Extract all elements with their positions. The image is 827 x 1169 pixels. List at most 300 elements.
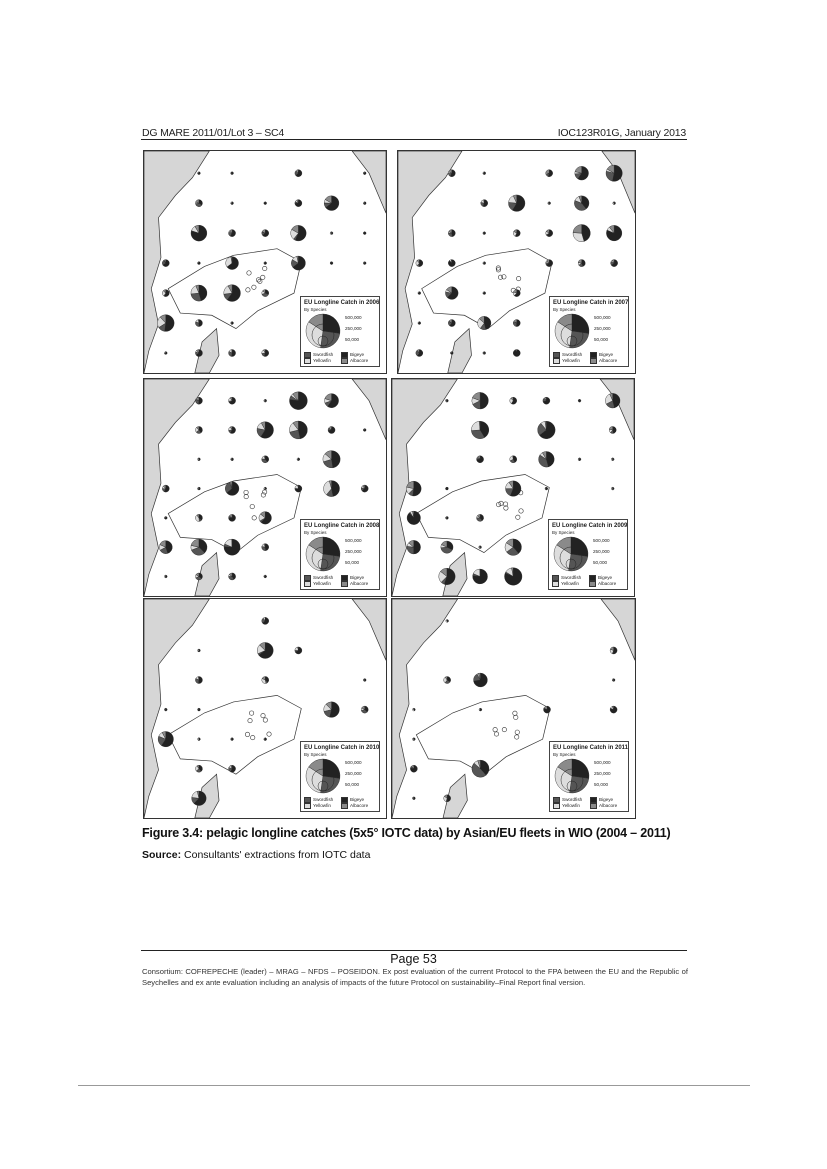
island-marker [502, 727, 506, 731]
island-marker [519, 509, 523, 513]
legend-species-label: Yellowfin [313, 358, 331, 364]
catch-pie [195, 200, 202, 207]
catch-pie [324, 481, 340, 497]
legend-species-item [590, 358, 617, 364]
legend-species-item [553, 358, 580, 364]
catch-pie [264, 399, 267, 402]
catch-pie [231, 738, 234, 741]
legend-swatch [553, 803, 560, 809]
catch-pie [262, 677, 269, 684]
catch-pie [448, 320, 455, 327]
catch-pie [262, 456, 269, 463]
map-legend [548, 519, 628, 590]
source-text: Consultants' extractions from IOTC data [184, 849, 371, 861]
catch-pie [606, 225, 621, 240]
catch-pie [446, 487, 449, 490]
legend-scale-pie [554, 313, 590, 349]
catch-pie [198, 172, 201, 175]
legend-species-item [341, 581, 368, 587]
legend-scale-value: 500,000 [593, 538, 610, 543]
catch-pie [195, 514, 202, 521]
catch-pie [297, 458, 300, 461]
catch-pie [191, 285, 207, 301]
legend-title: EU Longline Catch in 2007 [553, 300, 629, 306]
catch-pie [471, 421, 488, 438]
map-legend [549, 296, 629, 367]
catch-pie [446, 620, 449, 623]
catch-pie [578, 399, 581, 402]
legend-swatch [590, 803, 597, 809]
catch-pie [195, 350, 202, 357]
catch-pie [262, 617, 269, 624]
catch-pie [478, 316, 491, 329]
figure-caption: Figure 3.4: pelagic longline catches (5x5° IOTC data) by Asian/EU fleets in WIO (2004 – 2011) [142, 826, 671, 840]
island-marker [516, 276, 520, 280]
catch-pie [483, 292, 486, 295]
catch-pie [195, 677, 202, 684]
legend-scale-value: 250,000 [345, 549, 362, 554]
catch-pie [264, 202, 267, 205]
catch-pie [363, 679, 366, 682]
catch-pie [262, 544, 269, 551]
land-india [352, 379, 386, 440]
catch-pie [257, 642, 273, 658]
catch-pie [510, 456, 517, 463]
catch-pie [446, 516, 449, 519]
catch-pie [328, 426, 335, 433]
catch-pie [325, 394, 339, 408]
island-marker [513, 711, 517, 715]
legend-title: EU Longline Catch in 2009 [552, 523, 628, 529]
catch-pie [198, 262, 201, 265]
legend-scale-value: 50,000 [345, 560, 360, 565]
catch-pie [224, 539, 240, 555]
legend-species-label: Swordfish [561, 575, 582, 581]
catch-pie [264, 487, 267, 490]
catch-pie [295, 485, 302, 492]
island-marker [263, 718, 267, 722]
island-marker [248, 718, 252, 722]
legend-pie [306, 759, 340, 793]
legend-swatch [553, 358, 560, 364]
map-panel-2010 [143, 598, 387, 819]
catch-pie [513, 230, 520, 237]
island-marker [515, 735, 519, 739]
catch-pie [448, 230, 455, 237]
figure-source [142, 849, 370, 861]
catch-pie [477, 456, 484, 463]
map-panel-2009 [391, 378, 635, 597]
catch-pie [513, 290, 520, 297]
island-marker [516, 515, 520, 519]
legend-swatch [341, 581, 348, 587]
legend-species-label: Yellowfin [313, 581, 331, 587]
source-label: Source: [142, 849, 182, 861]
island-marker [247, 271, 251, 275]
island-marker [494, 732, 498, 736]
catch-pie [162, 290, 169, 297]
catch-pie [483, 172, 486, 175]
catch-pie [611, 458, 614, 461]
catch-pie [157, 315, 174, 332]
legend-species-label: Yellowfin [313, 803, 331, 809]
catch-pie [472, 760, 489, 777]
legend-scale-value: 500,000 [594, 315, 611, 320]
catch-pie [191, 539, 207, 555]
catch-pie [412, 738, 415, 741]
island-marker [244, 494, 248, 498]
catch-pie [192, 791, 206, 805]
legend-subtitle: By Species [553, 752, 576, 757]
catch-pie [545, 487, 548, 490]
map-panel-2006 [143, 150, 387, 374]
legend-title: EU Longline Catch in 2006 [304, 300, 380, 306]
catch-pie [416, 350, 423, 357]
land-india [352, 599, 386, 660]
catch-pie [505, 568, 522, 585]
catch-pie [506, 481, 521, 496]
catch-pie [474, 673, 488, 687]
legend-swatch [590, 358, 597, 364]
catch-pie [162, 260, 169, 267]
legend-species-item [304, 803, 331, 809]
legend-swatch [304, 803, 311, 809]
catch-pie [226, 257, 239, 270]
legend-species-label: Albacore [350, 803, 369, 809]
catch-pie [289, 392, 307, 410]
legend-species-item [589, 581, 616, 587]
catch-pie [295, 170, 302, 177]
catch-pie [610, 647, 617, 654]
catch-pie [412, 708, 415, 711]
catch-pie [407, 511, 420, 524]
island-marker [246, 288, 250, 292]
legend-subtitle: By Species [552, 530, 575, 535]
island-marker [262, 490, 266, 494]
legend-pie [554, 537, 588, 571]
island-marker [252, 516, 256, 520]
legend-species-item [341, 803, 368, 809]
catch-pie [611, 260, 618, 267]
catch-pie [538, 421, 555, 438]
map-panel-2007 [397, 150, 636, 374]
island-marker [245, 732, 249, 736]
legend-species-label: Yellowfin [561, 581, 579, 587]
catch-pie [510, 397, 517, 404]
catch-pie [231, 458, 234, 461]
legend-species-label: Bigeye [350, 797, 365, 803]
catch-pie [450, 352, 453, 355]
catch-pie [406, 481, 421, 496]
catch-pie [198, 738, 201, 741]
catch-pie [609, 426, 616, 433]
legend-scale-value: 50,000 [345, 782, 360, 787]
catch-pie [441, 541, 453, 553]
catch-pie [546, 230, 553, 237]
island-marker [261, 493, 265, 497]
catch-pie [330, 232, 333, 235]
legend-species-label: Swordfish [562, 797, 583, 803]
legend-swatch [552, 581, 559, 587]
island-marker [514, 715, 518, 719]
legend-scale-value: 250,000 [594, 326, 611, 331]
legend-species-label: Bigeye [599, 352, 614, 358]
legend-species-label: Swordfish [562, 352, 583, 358]
catch-pie [264, 262, 267, 265]
catch-pie [573, 225, 590, 242]
catch-pie [363, 429, 366, 432]
island-marker [244, 490, 248, 494]
catch-pie [229, 765, 236, 772]
catch-pie [472, 392, 489, 409]
legend-scale-value: 50,000 [594, 782, 609, 787]
catch-pie [159, 541, 172, 554]
eez-boundary [416, 474, 549, 552]
island-marker [261, 275, 265, 279]
catch-pie [611, 487, 614, 490]
catch-pie [291, 225, 307, 241]
catch-pie [546, 260, 553, 267]
legend-species-label: Albacore [350, 581, 369, 587]
catch-pie [195, 320, 202, 327]
header-right: IOC123R01G, January 2013 [557, 127, 686, 139]
footer-rule [141, 950, 687, 951]
legend-scale-pie [305, 313, 341, 349]
map-panel-2011 [391, 598, 636, 819]
legend-species-item [553, 803, 580, 809]
catch-pie [324, 702, 340, 718]
legend-scale-value: 50,000 [594, 337, 609, 342]
legend-species-label: Swordfish [313, 352, 334, 358]
catch-pie [418, 292, 421, 295]
catch-pie [264, 575, 267, 578]
catch-pie [224, 285, 241, 302]
catch-pie [195, 573, 202, 580]
legend-title: EU Longline Catch in 2008 [304, 523, 380, 529]
legend-scale-pie [305, 758, 341, 794]
island-marker [251, 735, 255, 739]
catch-pie [158, 731, 173, 746]
catch-pie [548, 202, 551, 205]
catch-pie [539, 451, 555, 467]
legend-scale-value: 250,000 [593, 549, 610, 554]
catch-pie [164, 575, 167, 578]
catch-pie [262, 290, 269, 297]
legend-scale-pie [553, 536, 589, 572]
legend-pie [555, 759, 589, 793]
legend-swatch [341, 803, 348, 809]
catch-pie [439, 568, 455, 584]
legend-subtitle: By Species [304, 752, 327, 757]
legend-species-label: Albacore [350, 358, 369, 364]
catch-pie [195, 426, 202, 433]
catch-pie [264, 738, 267, 741]
legend-species-label: Bigeye [599, 797, 614, 803]
catch-pie [448, 260, 455, 267]
legend-species-label: Swordfish [313, 575, 334, 581]
catch-pie [418, 322, 421, 325]
legend-scale-value: 250,000 [345, 326, 362, 331]
legend-scale-value: 500,000 [345, 538, 362, 543]
legend-species-item [304, 581, 331, 587]
catch-pie [610, 706, 617, 713]
island-marker [267, 732, 271, 736]
header-rule [141, 139, 687, 140]
legend-species-label: Bigeye [350, 575, 365, 581]
island-marker [261, 713, 265, 717]
catch-pie [198, 487, 201, 490]
legend-scale-pie [305, 536, 341, 572]
catch-pie [262, 230, 269, 237]
catch-pie [198, 458, 201, 461]
legend-species-item [341, 358, 368, 364]
catch-pie [444, 795, 451, 802]
catch-pie [229, 230, 236, 237]
catch-pie [543, 397, 550, 404]
catch-pie [295, 647, 302, 654]
catch-pie [229, 397, 236, 404]
legend-scale-value: 500,000 [345, 315, 362, 320]
legend-swatch [304, 358, 311, 364]
catch-pie [446, 399, 449, 402]
catch-pie [445, 287, 458, 300]
catch-pie [289, 421, 307, 439]
catch-pie [605, 393, 620, 408]
catch-pie [416, 260, 423, 267]
catch-pie [361, 706, 368, 713]
bottom-rule [78, 1085, 750, 1086]
catch-pie [578, 260, 585, 267]
legend-scale-value: 250,000 [345, 771, 362, 776]
legend-species-item [304, 358, 331, 364]
catch-pie [363, 232, 366, 235]
catch-pie [444, 677, 451, 684]
catch-pie [483, 262, 486, 265]
legend-swatch [341, 358, 348, 364]
island-marker [252, 285, 256, 289]
catch-pie [162, 485, 169, 492]
legend-pie [306, 537, 340, 571]
catch-pie [477, 514, 484, 521]
catch-pie [505, 539, 521, 555]
island-marker [249, 711, 253, 715]
eez-boundary [422, 249, 552, 329]
catch-pie [412, 797, 415, 800]
legend-scale-value: 500,000 [594, 760, 611, 765]
island-marker [515, 730, 519, 734]
legend-species-label: Albacore [598, 581, 617, 587]
catch-pie [225, 482, 239, 496]
catch-pie [195, 765, 202, 772]
catch-pie [575, 166, 589, 180]
catch-pie [229, 514, 236, 521]
catch-pie [606, 165, 622, 181]
island-marker [250, 504, 254, 508]
catch-pie [407, 540, 421, 554]
catch-pie [483, 352, 486, 355]
footer-text: Consortium: COFREPECHE (leader) – MRAG – NFDS – POSEIDON. Ex post evaluation of the current Protocol to the FPA between the EU and the Republic of Seychelles and ex ante evaluation including an analysis of impacts of the future Protocol on sustainability–Final Report final version. [142, 967, 688, 987]
legend-title: EU Longline Catch in 2011 [553, 745, 629, 751]
legend-species-label: Bigeye [598, 575, 613, 581]
catch-pie [229, 573, 236, 580]
header-left: DG MARE 2011/01/Lot 3 – SC4 [142, 127, 285, 139]
catch-pie [544, 706, 551, 713]
legend-scale-value: 250,000 [594, 771, 611, 776]
land-madagascar [448, 329, 472, 373]
catch-pie [513, 320, 520, 327]
catch-pie [574, 196, 589, 211]
catch-pie [295, 200, 302, 207]
catch-pie [473, 569, 488, 584]
catch-pie [262, 350, 269, 357]
land-india [352, 151, 386, 213]
legend-subtitle: By Species [304, 307, 327, 312]
legend-species-label: Yellowfin [562, 358, 580, 364]
catch-pie [410, 765, 417, 772]
legend-swatch [589, 581, 596, 587]
catch-pie [363, 262, 366, 265]
catch-pie [229, 350, 236, 357]
catch-pie [324, 196, 339, 211]
catch-pie [363, 172, 366, 175]
legend-species-item [590, 803, 617, 809]
catch-pie [231, 172, 234, 175]
catch-pie [164, 708, 167, 711]
legend-pie [555, 314, 589, 348]
catch-pie [361, 485, 368, 492]
island-marker [502, 275, 506, 279]
island-marker [263, 266, 267, 270]
catch-pie [231, 202, 234, 205]
catch-pie [259, 512, 271, 524]
eez-boundary [168, 695, 301, 774]
catch-pie [229, 426, 236, 433]
legend-title: EU Longline Catch in 2010 [304, 745, 380, 751]
legend-subtitle: By Species [304, 530, 327, 535]
legend-species-label: Albacore [599, 358, 618, 364]
catch-pie [513, 350, 520, 357]
land-india [601, 599, 635, 660]
legend-species-item [552, 581, 579, 587]
catch-pie [191, 225, 207, 241]
legend-species-label: Swordfish [313, 797, 334, 803]
catch-pie [612, 679, 615, 682]
catch-pie [613, 202, 616, 205]
map-legend [300, 519, 380, 590]
catch-pie [481, 200, 488, 207]
legend-pie [306, 314, 340, 348]
map-legend [300, 741, 380, 812]
legend-species-label: Yellowfin [562, 803, 580, 809]
map-panel-2008 [143, 378, 387, 597]
catch-pie [231, 322, 234, 325]
catch-pie [578, 458, 581, 461]
page-number: Page 53 [390, 952, 437, 966]
catch-pie [509, 195, 525, 211]
catch-pie [164, 352, 167, 355]
catch-pie [479, 546, 482, 549]
legend-scale-value: 500,000 [345, 760, 362, 765]
catch-pie [195, 397, 202, 404]
catch-pie [546, 170, 553, 177]
catch-pie [330, 262, 333, 265]
catch-pie [448, 170, 455, 177]
legend-scale-value: 50,000 [345, 337, 360, 342]
catch-pie [363, 202, 366, 205]
legend-species-label: Bigeye [350, 352, 365, 358]
catch-pie [198, 649, 201, 652]
land-india [600, 379, 634, 440]
